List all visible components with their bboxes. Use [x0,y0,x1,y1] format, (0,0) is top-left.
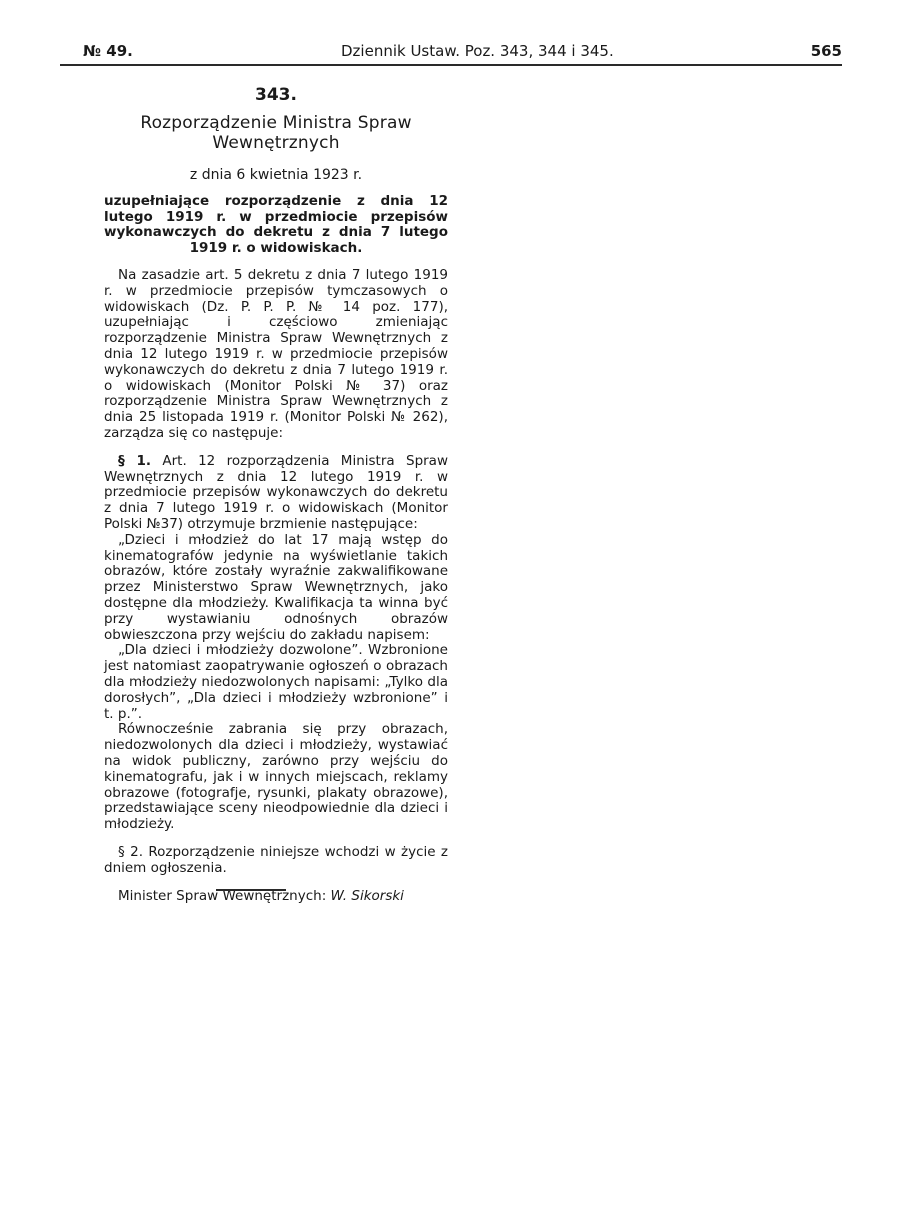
page-number: 565 [810,42,842,60]
end-divider [216,889,286,891]
signature-name: W. Sikorski [330,888,404,905]
section-2-text: Rozporządzenie niniejsze wchodzi w życie z dniem ogłoszenia. [104,843,448,876]
header-divider [60,64,842,66]
section-2-sign: § 2. [118,843,143,860]
signature-label: Minister Spraw Wewnętrznych: [118,888,327,905]
article-343 [104,84,448,918]
article-date: z dnia 6 kwietnia 1923 r. [189,167,363,183]
article-title: Rozporządzenie Ministra Spraw Wewnętrznych [140,113,412,153]
section-1-quote-2: „Dla dzieci i młodzieży dozwolone”. Wzbronione jest natomiast zaopatrywanie ogłoszeń o obrazach dla młodzieży niedozwolonych napisami: „Tylko dla dorosłych”, „Dla dzieci i młodzieży wzbronione” i t. p.”. [104,642,448,722]
article-subject: uzupełniające rozporządzenie z dnia 12 lutego 1919 r. w przedmiocie przepisów wykonawczych do dekretu z dnia 7 lutego 1919 r. o widowiskach. [104,193,448,256]
section-2-paragraph [104,845,448,877]
section-1-text: Art. 12 rozporządzenia Ministra Spraw Wewnętrznych z dnia 12 lutego 1919 r. w przedmiocie przepisów wykonawczych do dekretu z dnia 7 lutego 1919 r. o widowiskach (Monitor Polski №37) otrzymuje brzmienie następujące: [104,452,449,532]
article-number: 343. [255,85,297,105]
section-1-sign: § 1. [118,452,152,469]
journal-title: Dziennik Ustaw. Poz. 343, 344 i 345. [341,42,614,60]
issue-number: № 49. [83,42,133,60]
section-1-quote-1: „Dzieci i młodzież do lat 17 mają wstęp do kinematografów jedynie na wyświetlanie takich obrazów, które zostały wyraźnie zakwalifikowane przez Ministerstwo Spraw Wewnętrznych, jako dostępne dla młodzieży. Kwalifikacja ta winna być przy wystawianiu odnośnych obrazów obwieszczona przy wejściu do zakładu napisem: [104,531,448,643]
intro-paragraph: Na zasadzie art. 5 dekretu z dnia 7 lutego 1919 r. w przedmiocie przepisów tymczasowych o widowiskach (Dz. P. P. P. № 14 poz. 177), uzupełniając i częściowo zmieniając rozporządzenie Ministra Spraw Wewnętrznych z dnia 12 lutego 1919 r. w przedmiocie przepisów wykonawczych do dekretu z dnia 7 lutego 1919 r. o widowiskach (Monitor Polski № 37) oraz rozporządzenie Ministra Spraw Wewnętrznych z dnia 25 listopada 1919 r. (Monitor Polski № 262), zarządza się co następuje: [104,267,448,441]
page-header [60,40,842,62]
section-1-quote-3: Równocześnie zabrania się przy obrazach, niedozwolonych dla dzieci i młodzieży, wystawiać na widok publiczny, zarówno przy wejściu do kinematografu, jak i w innych miejscach, reklamy obrazowe (fotografje, rysunki, plakaty obrazowe), przedstawiające sceny nieodpowiednie dla dzieci i młodzieży. [104,721,448,833]
section-1-paragraph [104,454,448,533]
